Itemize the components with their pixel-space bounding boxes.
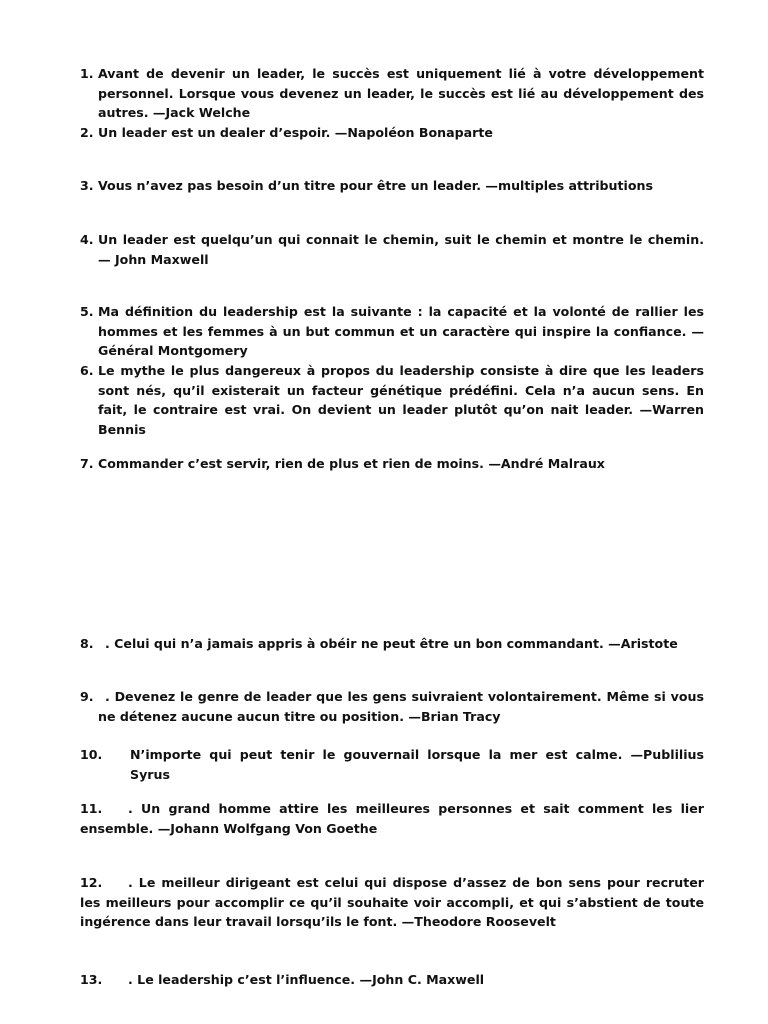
list-item-text: Ma définition du leadership est la suivante : la capacité et la volonté de rallier les hommes et les femmes à un but commun et un caractère qui inspire la confiance. — Général Montgomery (98, 304, 704, 358)
list-item-text: Le mythe le plus dangereux à propos du leadership consiste à dire que les leaders sont nés, qu’il existerait un facteur génétique prédéfini. Cela n’a aucun sens. En fait, le contraire est vrai. On devient un leader plutôt qu’on nait leader. —Warren Bennis (98, 363, 704, 437)
list-item (80, 302, 704, 361)
list-item-number: 2. (80, 125, 94, 140)
list-item-text: . Devenez le genre de leader que les gens suivraient volontairement. Même si vous ne détenez aucune aucun titre ou position. —Brian Tracy (98, 689, 704, 724)
list-item-number: 8. (80, 636, 94, 651)
list-item (80, 745, 704, 784)
list-item-number: 10. (80, 747, 103, 762)
list-item-text: N’importe qui peut tenir le gouvernail lorsque la mer est calme. —Publilius Syrus (130, 747, 704, 782)
list-item-number: 11. (80, 801, 103, 816)
list-item (80, 176, 704, 196)
list-item (80, 361, 704, 439)
list-item (80, 970, 704, 990)
list-item-number: 7. (80, 456, 94, 471)
list-item-number: 6. (80, 363, 94, 378)
list-item (80, 454, 704, 474)
list-item-text: . Le leadership c’est l’influence. —John C. Maxwell (128, 972, 485, 987)
list-item-text: . Celui qui n’a jamais appris à obéir ne peut être un bon commandant. —Aristote (105, 636, 678, 651)
list-item (80, 799, 704, 838)
list-item (80, 64, 704, 123)
list-item-number: 13. (80, 972, 103, 987)
list-item-number: 4. (80, 232, 94, 247)
list-item (80, 873, 704, 932)
list-item-text: Un leader est quelqu’un qui connait le chemin, suit le chemin et montre le chemin. — John Maxwell (98, 232, 704, 267)
list-item (80, 123, 704, 143)
list-item (80, 230, 704, 269)
list-item-text: . Un grand homme attire les meilleures personnes et sait comment les lier ensemble. —Johann Wolfgang Von Goethe (80, 801, 704, 836)
list-item-text: Avant de devenir un leader, le succès est uniquement lié à votre développement personnel. Lorsque vous devenez un leader, le succès est lié au développement des autres. —Jack Welche (98, 66, 704, 120)
list-item-text: Un leader est un dealer d’espoir. —Napoléon Bonaparte (98, 125, 493, 140)
list-item-number: 9. (80, 689, 94, 704)
list-item-number: 5. (80, 304, 94, 319)
list-item-text: . Le meilleur dirigeant est celui qui dispose d’assez de bon sens pour recruter les meilleurs pour accomplir ce qu’il souhaite voir accompli, et qui s’abstient de toute ingérence dans leur travail lorsqu’ils le font. —Theodore Roosevelt (80, 875, 704, 929)
list-item-text: Vous n’avez pas besoin d’un titre pour être un leader. —multiples attributions (98, 178, 653, 193)
list-item-text: Commander c’est servir, rien de plus et rien de moins. —André Malraux (98, 456, 605, 471)
list-item (80, 687, 704, 726)
list-item-number: 3. (80, 178, 94, 193)
list-item (80, 634, 704, 654)
list-item-number: 12. (80, 875, 103, 890)
list-item-number: 1. (80, 66, 94, 81)
